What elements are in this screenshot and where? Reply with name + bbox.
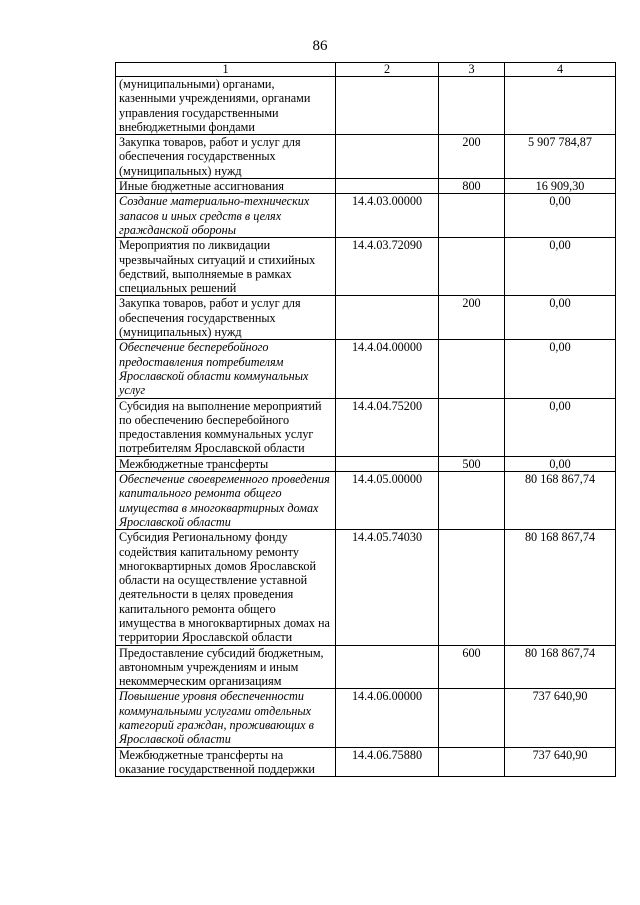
column-header: 3 — [439, 63, 505, 77]
table-row — [116, 296, 616, 340]
table-row — [116, 645, 616, 689]
table-row — [116, 747, 616, 777]
row-name-cell: Иные бюджетные ассигнования — [116, 179, 336, 194]
row-vr-cell: 200 — [439, 135, 505, 179]
row-code-cell: 14.4.06.00000 — [336, 689, 439, 747]
table-row — [116, 238, 616, 296]
row-amount-cell: 0,00 — [505, 238, 616, 296]
row-code-cell: 14.4.05.00000 — [336, 472, 439, 530]
table-row — [116, 135, 616, 179]
table-header-row — [116, 63, 616, 77]
row-name-cell: (муниципальными) органами, казенными учреждениями, органами управления государственными внебюджетными фондами — [116, 77, 336, 135]
column-header: 2 — [336, 63, 439, 77]
table-row — [116, 340, 616, 398]
row-code-cell: 14.4.04.75200 — [336, 398, 439, 456]
row-code-cell — [336, 296, 439, 340]
row-code-cell — [336, 456, 439, 471]
row-amount-cell: 0,00 — [505, 296, 616, 340]
row-vr-cell: 800 — [439, 179, 505, 194]
row-code-cell: 14.4.05.74030 — [336, 530, 439, 645]
row-vr-cell — [439, 238, 505, 296]
row-amount-cell: 80 168 867,74 — [505, 472, 616, 530]
table-row — [116, 194, 616, 238]
row-code-cell: 14.4.03.72090 — [336, 238, 439, 296]
column-header: 4 — [505, 63, 616, 77]
row-name-cell: Закупка товаров, работ и услуг для обеспечения государственных (муниципальных) нужд — [116, 135, 336, 179]
row-name-cell: Создание материально-технических запасов и иных средств в целях гражданской обороны — [116, 194, 336, 238]
row-amount-cell: 16 909,30 — [505, 179, 616, 194]
row-name-cell: Обеспечение бесперебойного предоставления потребителям Ярославской области коммунальных услуг — [116, 340, 336, 398]
row-amount-cell: 0,00 — [505, 340, 616, 398]
row-amount-cell: 0,00 — [505, 398, 616, 456]
row-code-cell — [336, 645, 439, 689]
row-amount-cell: 80 168 867,74 — [505, 530, 616, 645]
row-name-cell: Межбюджетные трансферты на оказание государственной поддержки — [116, 747, 336, 777]
row-vr-cell — [439, 77, 505, 135]
row-amount-cell: 737 640,90 — [505, 747, 616, 777]
row-name-cell: Повышение уровня обеспеченности коммунальными услугами отдельных категорий граждан, проживающих в Ярославской области — [116, 689, 336, 747]
row-vr-cell — [439, 530, 505, 645]
row-code-cell: 14.4.03.00000 — [336, 194, 439, 238]
budget-table — [115, 62, 616, 777]
page-number: 86 — [312, 38, 328, 54]
row-amount-cell: 80 168 867,74 — [505, 645, 616, 689]
row-code-cell — [336, 179, 439, 194]
row-vr-cell — [439, 689, 505, 747]
row-vr-cell — [439, 747, 505, 777]
row-name-cell: Закупка товаров, работ и услуг для обеспечения государственных (муниципальных) нужд — [116, 296, 336, 340]
row-vr-cell: 200 — [439, 296, 505, 340]
row-vr-cell: 600 — [439, 645, 505, 689]
row-name-cell: Предоставление субсидий бюджетным, автономным учреждениям и иным некоммерческим организациям — [116, 645, 336, 689]
row-vr-cell — [439, 472, 505, 530]
row-amount-cell: 5 907 784,87 — [505, 135, 616, 179]
row-amount-cell — [505, 77, 616, 135]
row-name-cell: Межбюджетные трансферты — [116, 456, 336, 471]
table-row — [116, 456, 616, 471]
row-code-cell: 14.4.06.75880 — [336, 747, 439, 777]
row-vr-cell — [439, 398, 505, 456]
row-amount-cell: 737 640,90 — [505, 689, 616, 747]
row-vr-cell — [439, 340, 505, 398]
row-name-cell: Мероприятия по ликвидации чрезвычайных ситуаций и стихийных бедствий, выполняемые в рамках специальных решений — [116, 238, 336, 296]
table-row — [116, 689, 616, 747]
row-amount-cell: 0,00 — [505, 456, 616, 471]
row-name-cell: Субсидия Региональному фонду содействия капитальному ремонту многоквартирных домов Ярославской области на осуществление уставной деятельности в целях проведения капитального ремонта общего имущества в многоквартирных домах на территории Ярославской области — [116, 530, 336, 645]
table-row — [116, 77, 616, 135]
row-amount-cell: 0,00 — [505, 194, 616, 238]
table-row — [116, 472, 616, 530]
row-name-cell: Обеспечение своевременного проведения капитального ремонта общего имущества в многоквартирных домах Ярославской области — [116, 472, 336, 530]
column-header: 1 — [116, 63, 336, 77]
row-vr-cell: 500 — [439, 456, 505, 471]
row-name-cell: Субсидия на выполнение мероприятий по обеспечению бесперебойного предоставления коммунальных услуг потребителям Ярославской области — [116, 398, 336, 456]
table-row — [116, 179, 616, 194]
table-row — [116, 530, 616, 645]
row-vr-cell — [439, 194, 505, 238]
row-code-cell — [336, 77, 439, 135]
row-code-cell — [336, 135, 439, 179]
row-code-cell: 14.4.04.00000 — [336, 340, 439, 398]
table-row — [116, 398, 616, 456]
